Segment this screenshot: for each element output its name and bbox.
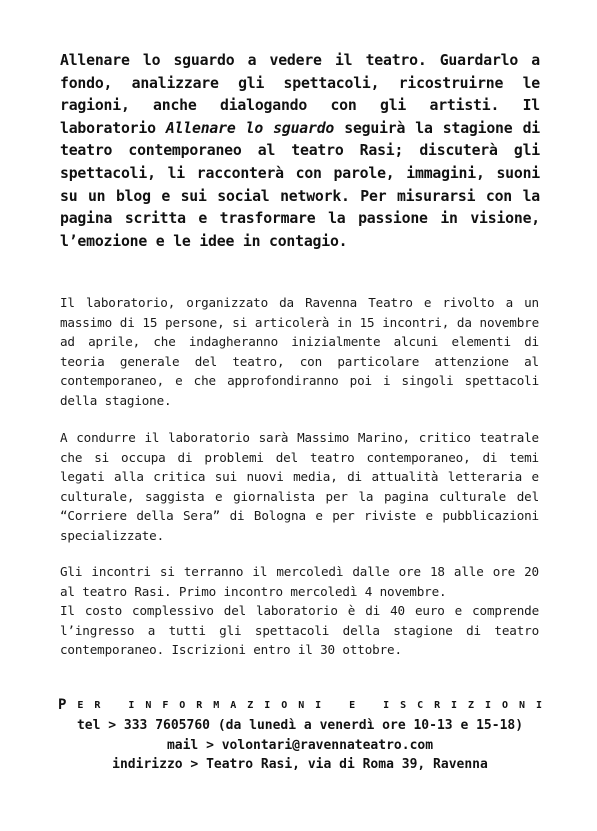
contact-heading-letter: O [179,700,186,711]
contact-heading-letter: S [400,700,407,711]
contact-heading-letter: I [264,700,271,711]
cost-text: Il costo complessivo del laboratorio è di 40 euro e comprende l’ingresso a tutti gli spettacoli della stagione di teatro contemporaneo. Iscrizioni entro il 30 ottobre. [60,603,539,657]
contact-heading-letter: M [213,700,220,711]
contact-heading-letter [332,696,338,716]
contact-heading-letter: R [434,700,441,711]
intro-paragraph [60,50,540,253]
contact-phone: tel > 333 7605760 (da lunedì a venerdì ore 10-13 e 15-18) [76,717,524,733]
contact-heading-letter: Z [247,700,254,711]
contact-heading-letter [366,696,372,716]
contact-heading-letter: I [128,700,135,711]
schedule-text: Gli incontri si terranno il mercoledì dalle ore 18 alle ore 20 al teatro Rasi. Primo incontro mercoledì 4 novembre. [60,564,539,599]
contact-heading-letter: N [518,700,526,711]
contact-heading-letter: F [162,700,169,711]
contact-heading-letter: A [230,700,237,711]
contact-heading-letter: O [281,700,288,711]
contact-heading-letter: N [145,700,152,711]
contact-heading [58,696,542,716]
contact-heading-letter: R [94,700,101,711]
contact-heading-letter: I [535,700,542,711]
contact-heading-letter: I [315,700,322,711]
instructor-description: A condurre il laboratorio sarà Massimo Marino, critico teatrale che si occupa di problemi del teatro contemporaneo, di temi legati alla critica sui nuovi media, di attualità letteraria e culturale, saggista e giornalista per la pagina culturale del “Corriere della Sera” di Bologna e per riviste e pubblicazioni specializzate. [60,430,539,543]
contact-address: indirizzo > Teatro Rasi, via di Roma 39, Ravenna [112,757,488,773]
contact-heading-letter: P [58,697,67,713]
intro-text-1: Allenare lo sguardo a vedere il teatro. Guardarlo a fondo, analizzare gli spettacoli, ricostruirne le ragioni, anche dialogando con gli artisti. Il laboratorio [60,52,540,137]
contact-heading-letter: I [383,700,390,711]
contact-heading-letter: E [349,700,356,711]
intro-text-2: seguirà la stagione di teatro contemporaneo al teatro Rasi; discuterà gli spettacoli, li racconterà con parole, immagini, suoni su un blog e sui social network. Per misurarsi con la pagina scritta e trasformare la passione in visione, l’emozione e le idee in contagio. [60,119,540,250]
contact-heading-letter: E [77,700,84,711]
contact-heading-letter: R [196,700,203,711]
workshop-description: Il laboratorio, organizzato da Ravenna Teatro e rivolto a un massimo di 15 persone, si articolerà in 15 incontri, da novembre ad aprile, che indagheranno inizialmente alcuni elementi di teoria generale del teatro, con particolare attenzione al contemporaneo, e che approfondiranno poi i singoli spettacoli della stagione. [60,295,539,408]
contact-heading-letter: N [298,700,305,711]
contact-heading-letter: O [502,700,509,711]
contact-email[interactable]: mail > volontari@ravennateatro.com [166,737,434,753]
schedule-and-cost [60,562,539,660]
contact-block [58,696,542,775]
workshop-title: Allenare lo sguardo [165,119,335,137]
contact-heading-letter: I [451,700,458,711]
contact-heading-letter [111,696,117,716]
contact-heading-letter: Z [468,700,475,711]
contact-heading-letter: C [417,700,424,711]
contact-heading-letter: I [485,700,492,711]
